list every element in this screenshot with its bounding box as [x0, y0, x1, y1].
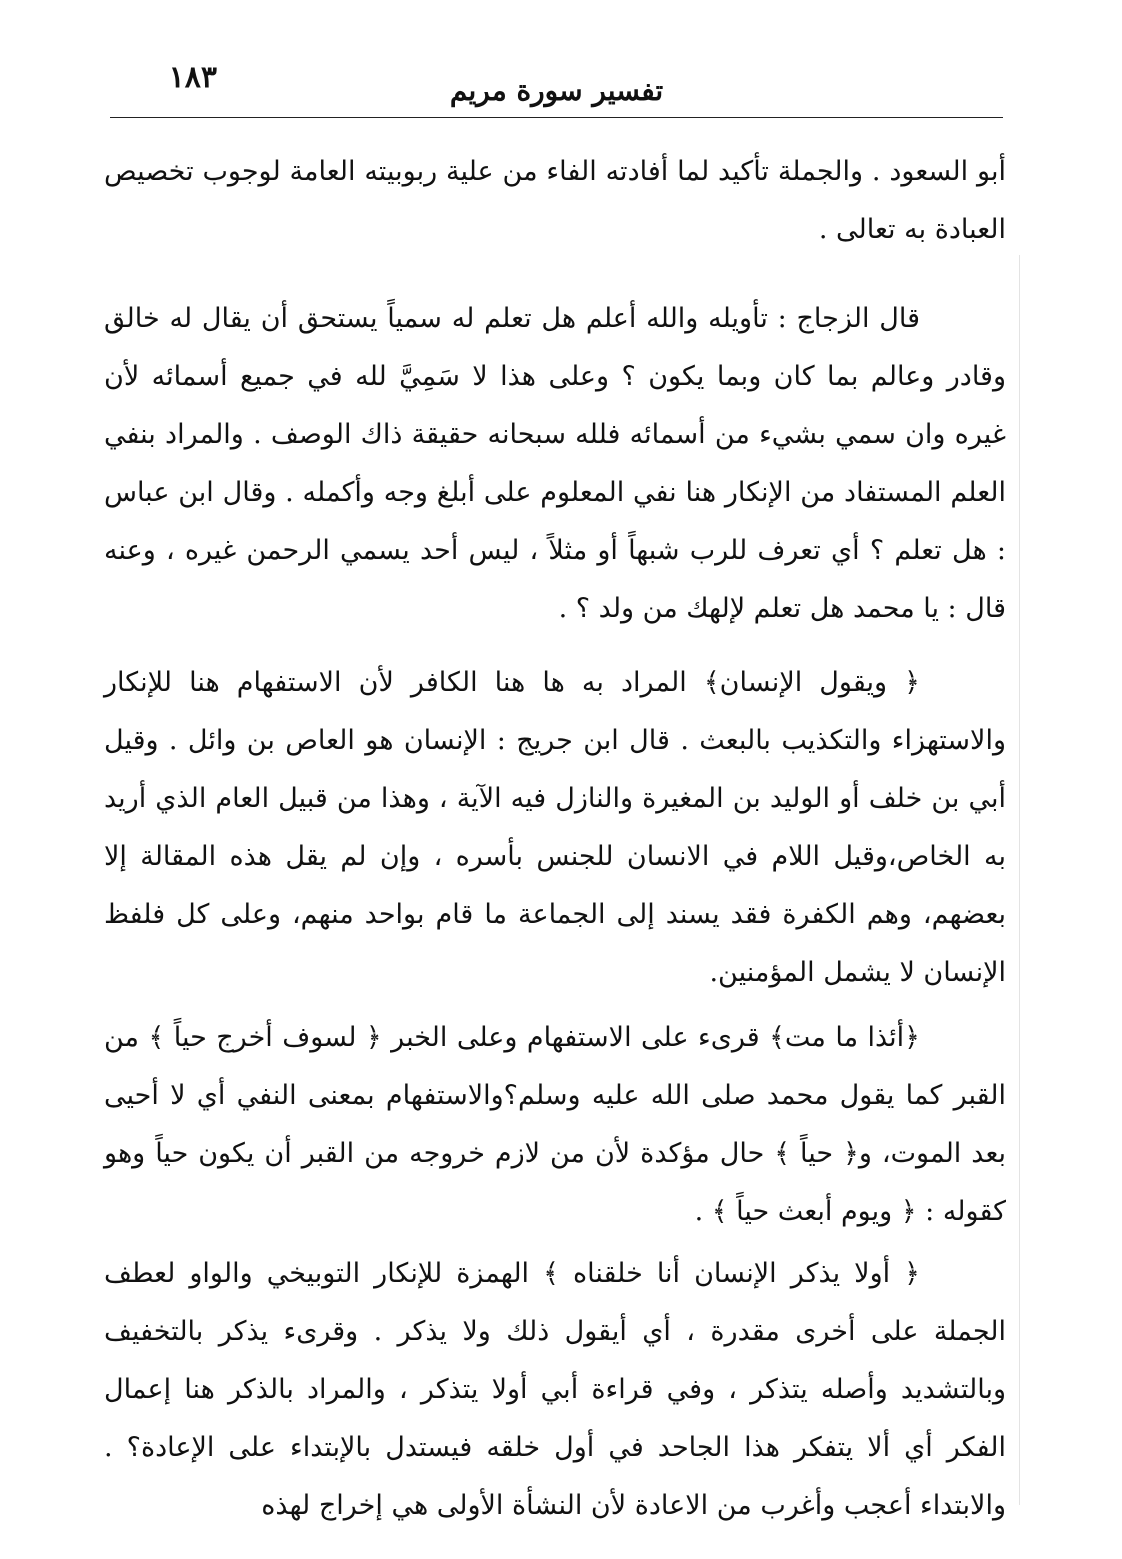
page-header: [110, 56, 1003, 118]
page-number: ١٨٣: [168, 60, 217, 95]
paragraph-a-idha-ma-mittu: ﴿أئذا ما مت﴾ قرىء على الاستفهام وعلى الخبر ﴿ لسوف أخرج حياً ﴾ من القبر كما يقول محمد صلى الله عليه وسلم؟والاستفهام بمعنى النفي أي لا أحيى بعد الموت، و﴿ حياً ﴾ حال مؤكدة لأن من لازم خروجه من القبر أن يكون حياً وهو كقوله : ﴿ ويوم أبعث حياً ﴾ .: [104, 1022, 1006, 1227]
header-divider: [110, 117, 1003, 118]
running-title: تفسير سورة مريم: [449, 74, 664, 107]
paragraph-zajjaj: قال الزجاج : تأويله والله أعلم هل تعلم له سمياً يستحق أن يقال له خالق وقادر وعالم بما كان وبما يكون ؟ وعلى هذا لا سَمِيَّ لله في جميع أسمائه لأن غيره وان سمي بشيء من أسمائه فلله سبحانه حقيقة ذاك الوصف . والمراد بنفي العلم المستفاد من الإنكار هنا نفي المعلوم على أبلغ وجه وأكمله . وقال ابن عباس : هل تعلم ؟ أي تعرف للرب شبهاً أو مثلاً ، ليس أحد يسمي الرحمن غيره ، وعنه قال : يا محمد هل تعلم لإلهك من ولد ؟ .: [104, 303, 1006, 624]
paragraph-awala-yadhkur: ﴿ أولا يذكر الإنسان أنا خلقناه ﴾ الهمزة للإنكار التوبيخي والواو لعطف الجملة على أخرى مقدرة ، أي أيقول ذلك ولا يذكر . وقرىء يذكر بالتخفيف وبالتشديد وأصله يتذكر ، وفي قراءة أبي أولا يتذكر ، والمراد بالذكر هنا إعمال الفكر أي ألا يتفكر هذا الجاحد في أول خلقه فيستدل بالإبتداء على الإعادة؟ . والابتداء أعجب وأغرب من الاعادة لأن النشأة الأولى هي إخراج لهذه: [104, 1258, 1006, 1521]
paragraph-continuation: أبو السعود . والجملة تأكيد لما أفادته الفاء من علية ربوبيته العامة لوجوب تخصيص العبادة به تعالى .: [104, 156, 1006, 245]
paragraph-insan: ﴿ ويقول الإنسان﴾ المراد به ها هنا الكافر لأن الاستفهام هنا للإنكار والاستهزاء والتكذيب بالبعث . قال ابن جريج : الإنسان هو العاص بن وائل . وقيل أبي بن خلف أو الوليد بن المغيرة والنازل فيه الآية ، وهذا من قبيل العام الذي أريد به الخاص،وقيل اللام في الانسان للجنس بأسره ، وإن لم يقل هذه المقالة إلا بعضهم، وهم الكفرة فقد يسند إلى الجماعة ما قام بواحد منهم، وعلى كل فلفظ الإنسان لا يشمل المؤمنين.: [104, 667, 1006, 988]
margin-line: [1019, 255, 1020, 1505]
body-text: [104, 143, 1006, 1535]
